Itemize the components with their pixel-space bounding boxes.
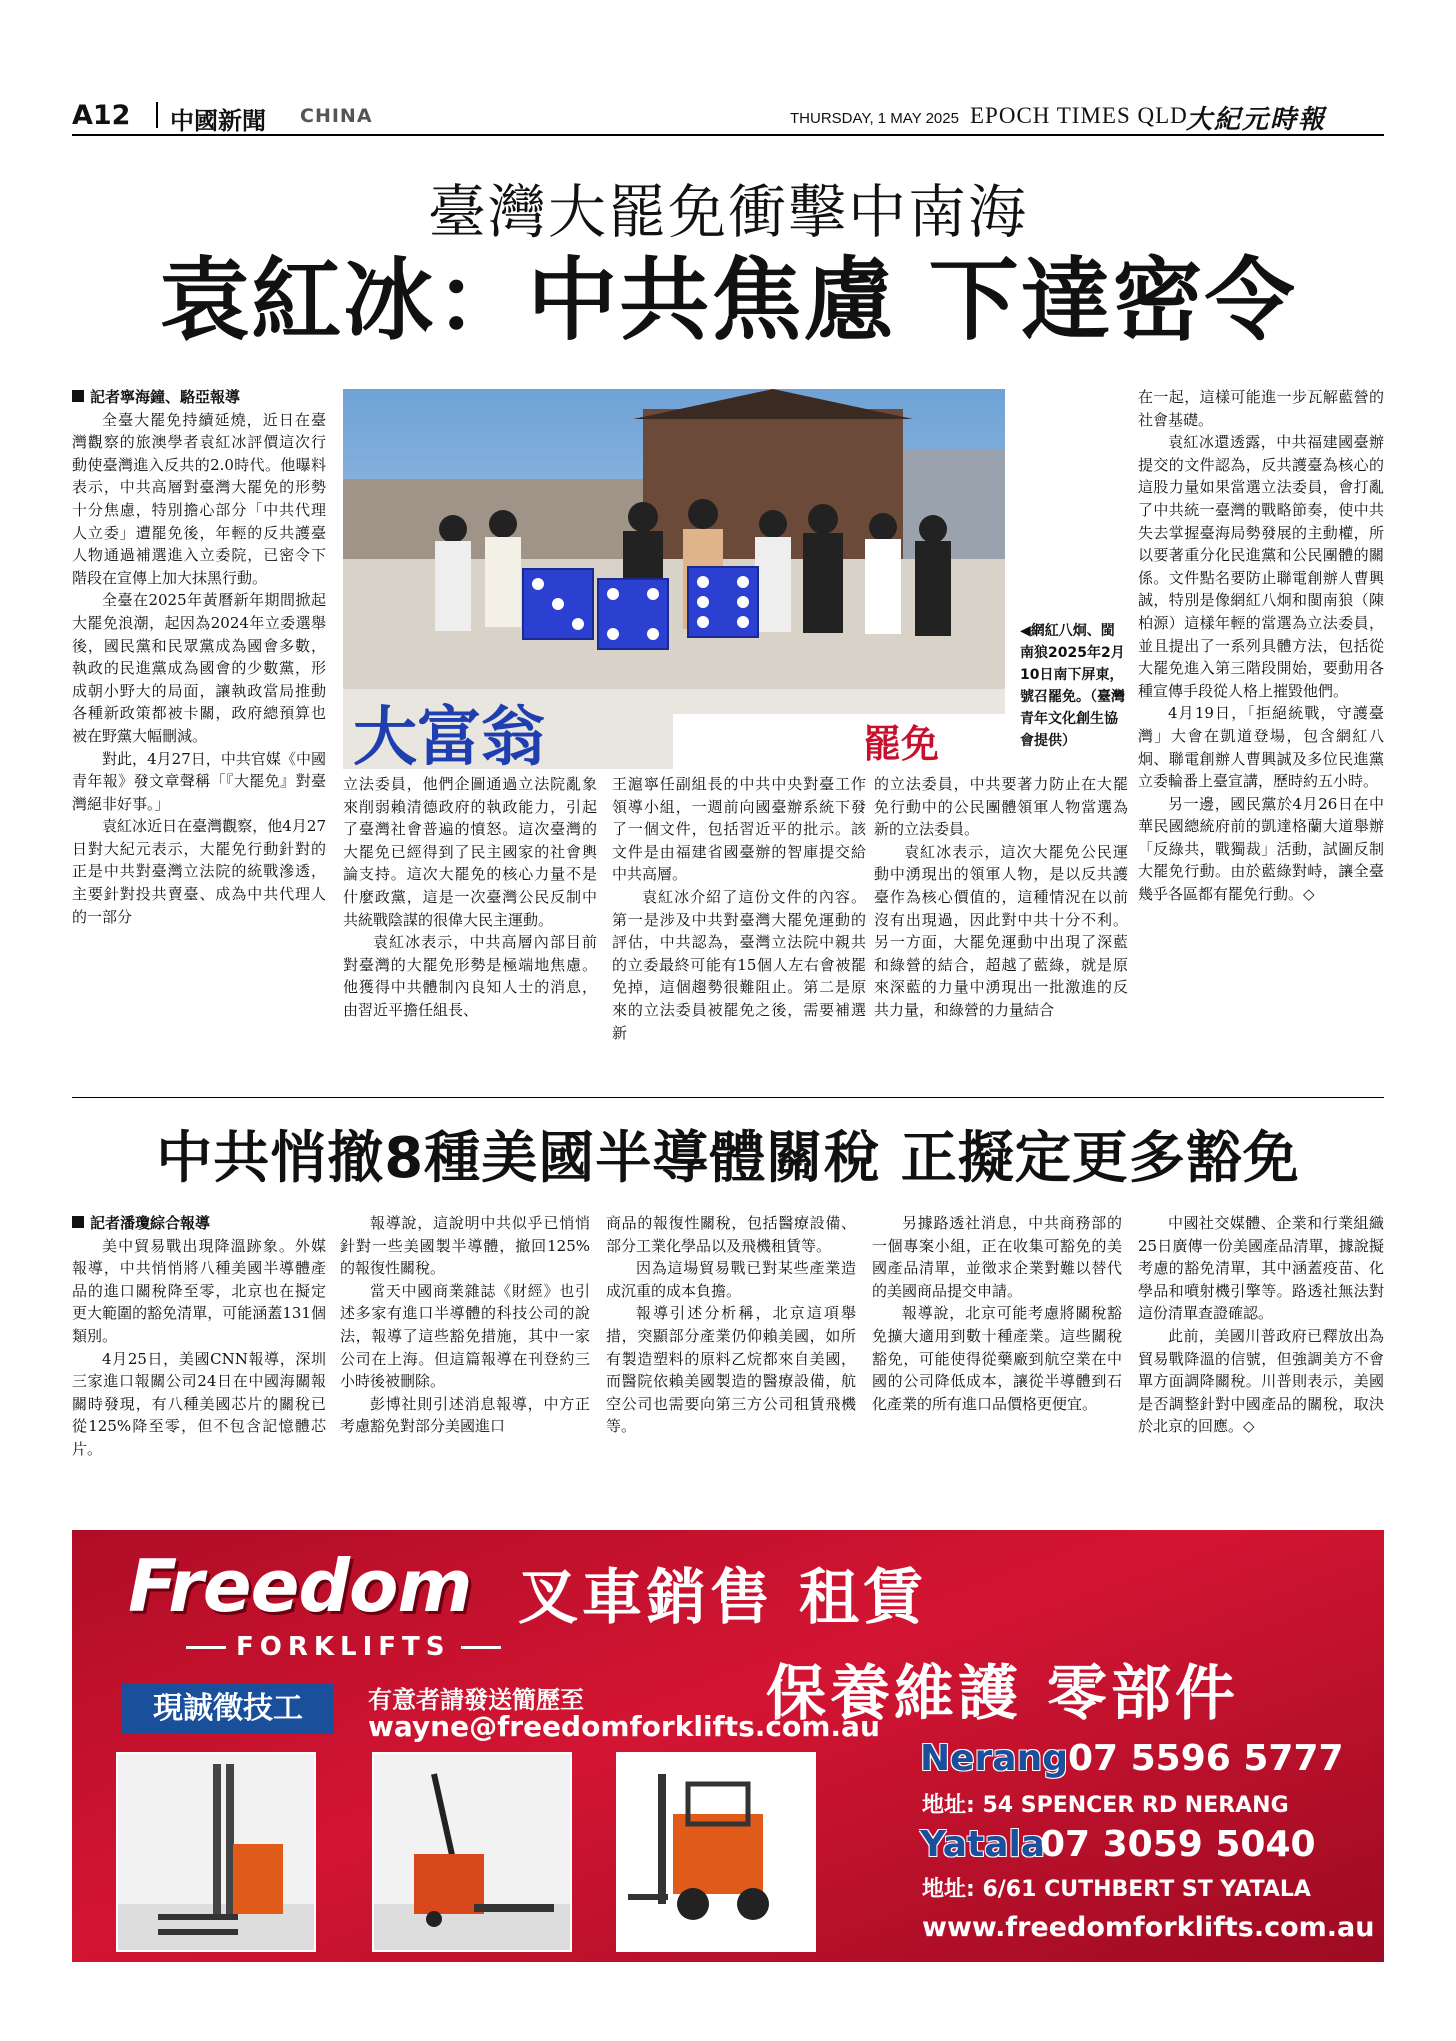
paragraph: 另一邊，國民黨於4月26日在中華民國總統府前的凱達格蘭大道舉辦「反綠共，戰獨裁」活動，試圖反制大罷免行動。由於藍綠對峙，讓全臺幾乎各區都有罷免行動。◇ [1138, 794, 1384, 904]
ad-phone-yatala[interactable]: 07 3059 5040 [1040, 1824, 1316, 1865]
ad-phone-nerang[interactable]: 07 5596 5777 [1068, 1738, 1344, 1779]
paragraph: 4月25日，美國CNN報導，深圳三家進口報關公司24日在中國海關報關時發現，有八種美國芯片的關稅已從125%降至零，但不包含記憶體芯片。 [72, 1349, 326, 1458]
byline-marker [72, 390, 84, 402]
paragraph: 王滬寧任副組長的中共中央對臺工作領導小組，一週前向國臺辦系統下發了一個文件，包括習近平的批示。該文件是由福建省國臺辦的智庫提交給中共高層。 [612, 775, 866, 884]
publication-name: EPOCH TIMES QLD [970, 103, 1188, 128]
paragraph: 袁紅冰近日在臺灣觀察，他4月27日對大紀元表示，大罷免行動針對的正是中共對臺灣立法院的統戰滲透，主要針對投共賣臺、成為中共代理人的一部分 [72, 817, 326, 926]
article2-column-2 [340, 1212, 590, 1438]
photo-banner-text-2: 罷免 [863, 722, 940, 766]
ad-hiring-badge: 現誠徵技工 [122, 1684, 334, 1734]
ad-product-image-stacker [116, 1752, 316, 1952]
section-title: 中國新聞 [170, 107, 266, 135]
paragraph: 因為這場貿易戰已對某些產業造成沉重的成本負擔。 [606, 1259, 856, 1300]
paragraph: 報導引述分析稱，北京這項舉措，突顯部分產業仍仰賴美國，如所有製造塑料的原料乙烷都來自美國，而醫院依賴美國製造的醫療設備，航空公司也需要向第三方公司租賃飛機等。 [606, 1304, 856, 1436]
article1-kicker: 臺灣大罷免衝擊中南海 [427, 178, 1028, 246]
page-header [72, 100, 1384, 136]
ad-website-link[interactable]: www.freedomforklifts.com.au [922, 1912, 1375, 1943]
paragraph: 袁紅冰表示，中共高層內部目前對臺灣的大罷免形勢是極端地焦慮。他獲得中共體制內良知人士的消息，由習近平擔任組長、 [343, 933, 597, 1019]
article2-column-5 [1138, 1212, 1384, 1438]
paragraph: 報導說，北京可能考慮將關稅豁免擴大適用到數十種產業。這些關稅豁免，可能使得從藥廠到航空業在中國的公司降低成本，讓從半導體到石化產業的所有進口品價格更便宜。 [872, 1304, 1122, 1413]
paragraph: 當天中國商業雜誌《財經》也引述多家有進口半導體的科技公司的說法，報導了這些豁免措施，其中一家公司在上海。但這篇報導在刊登約三小時後被刪除。 [340, 1281, 590, 1391]
forklift-advertisement[interactable] [72, 1530, 1384, 1962]
paragraph: 彭博社則引述消息報導，中方正考慮豁免對部分美國進口 [340, 1394, 590, 1436]
ad-address-nerang: 地址: 54 SPENCER RD NERANG [922, 1793, 1289, 1818]
ad-send-resume: 有意者請發送簡歷至 [368, 1686, 584, 1714]
paragraph: 全臺大罷免持續延燒，近日在臺灣觀察的旅澳學者袁紅冰評價這次行動使臺灣進入反共的2.0時代。他曝料表示，中共高層對臺灣大罷免的形勢十分焦慮，特別擔心部分「中共代理人立委」遭罷免後，年輕的反共護臺人物通過補選進入立委院，已密令下階段在宣傳上加大抹黑行動。 [72, 410, 326, 587]
section-title-english: CHINA [300, 105, 373, 127]
article2-column-1 [72, 1212, 326, 1461]
ad-product-image-pallet-jack [372, 1752, 572, 1952]
article1-headline: 袁紅冰：中共焦慮 下達密令 [159, 247, 1297, 353]
article1-column-4 [874, 773, 1128, 1022]
ad-address-yatala: 地址: 6/61 CUTHBERT ST YATALA [922, 1877, 1311, 1902]
article1-photo [343, 389, 1005, 769]
ad-brand-subtitle: FORKLIFTS [176, 1632, 511, 1662]
article1-column-5 [1138, 386, 1384, 906]
paragraph: 另據路透社消息，中共商務部的一個專案小組，正在收集可豁免的美國產品清單，並徵求企業對難以替代的美國商品提交申請。 [872, 1214, 1122, 1300]
paragraph: 報導說，這說明中共似乎已悄悄針對一些美國製半導體，撤回125%的報復性關稅。 [340, 1214, 590, 1278]
article1-byline-text: 記者寧海鐘、駱亞報導 [90, 388, 241, 406]
stacker-forklift-icon [118, 1754, 314, 1950]
article2-column-4 [872, 1212, 1122, 1415]
photo-banner-text: 大富翁 [353, 701, 545, 769]
ad-email-link[interactable]: wayne@freedomforklifts.com.au [368, 1710, 880, 1743]
paragraph: 袁紅冰介紹了這份文件的內容。第一是涉及中共對臺灣大罷免運動的評估，中共認為，臺灣立法院中親共的立委最終可能有15個人左右會被罷免掉，這個趨勢很難阻止。第二是原來的立法委員被罷免之後，需要補選新 [612, 887, 866, 1042]
article2-byline-text: 記者潘瓊綜合報導 [90, 1214, 211, 1232]
paragraph: 商品的報復性關稅，包括醫療設備、部分工業化學品以及飛機租賃等。 [606, 1214, 856, 1255]
ad-product-image-counterbalance [616, 1752, 816, 1952]
article2-byline [72, 1212, 326, 1235]
paragraph: 4月19日，「拒絕統戰，守護臺灣」大會在凱道登場，包含網紅八炯、聯電創辦人曹興誠及多位民進黨立委輪番上臺宣講，歷時約五小時。 [1138, 704, 1384, 791]
photo-caption: ◀網紅八炯、閩南狼2025年2月10日南下屏東，號召罷免。（臺灣青年文化創生協會提供） [1020, 623, 1125, 749]
ad-location-nerang: Nerang [920, 1738, 1068, 1779]
article1-column-2 [343, 773, 597, 1022]
paragraph: 在一起，這樣可能進一步瓦解藍營的社會基礎。 [1138, 388, 1384, 429]
paragraph: 美中貿易戰出現降溫跡象。外媒報導，中共悄悄將八種美國半導體產品的進口關稅降至零，北京也在擬定更大範圍的豁免清單，可能涵蓋131個類別。 [72, 1236, 326, 1345]
header-divider [156, 102, 158, 128]
counterbalance-forklift-icon [618, 1754, 814, 1950]
paragraph: 袁紅冰還透露，中共福建國臺辦提交的文件認為，反共護臺為核心的這股力量如果當選立法委員，會打亂了中共統一臺灣的戰略節奏，使中共失去掌握臺海局勢發展的主動權，所以要著重分化民進黨和公民團體的關係。文件點名要防止聯電創辦人曹興誠，特別是像網紅八炯和閩南狼（陳柏源）這樣年輕的當選為立法委員，並且提出了一系列具體方法，包括從大罷免進入第三階段開始，要動用各種宣傳手段從人格上摧毀他們。 [1138, 433, 1384, 700]
article1-byline [72, 386, 326, 409]
ad-brand-logo: Freedom [128, 1544, 472, 1628]
article1-column-3 [612, 773, 866, 1044]
paragraph: 對此，4月27日，中共官媒《中國青年報》發文章聲稱「『大罷免』對臺灣絕非好事。」 [72, 749, 326, 813]
rally-photo-illustration [343, 389, 1005, 769]
ad-tagline-sales: 叉車銷售 租賃 [518, 1563, 927, 1633]
paragraph: 此前，美國川普政府已釋放出為貿易戰降溫的信號，但強調美方不會單方面調降關稅。川普則表示，美國是否調整針對中國產品的關稅，取決於北京的回應。◇ [1138, 1326, 1384, 1436]
byline-marker [72, 1216, 84, 1228]
page-number: A12 [72, 100, 131, 131]
issue-date: THURSDAY, 1 MAY 2025 [790, 110, 959, 127]
paragraph: 立法委員，他們企圖通過立法院亂象來削弱賴清德政府的執政能力，引起了臺灣社會普遍的憤怒。這次臺灣的大罷免已經得到了民主國家的社會輿論支持。這次大罷免的核心力量不是什麼政黨，這是一次臺灣公民反制中共統戰陰謀的很偉大民主運動。 [343, 775, 597, 929]
paragraph: 中國社交媒體、企業和行業組織25日廣傳一份美國產品清單，據說擬考慮的豁免清單，其中涵蓋疫苗、化學品和噴射機引擎等。路透社無法對這份清單查證確認。 [1138, 1214, 1384, 1323]
publication-logo: 大紀元時報 [1186, 105, 1327, 135]
paragraph: 的立法委員，中共要著力防止在大罷免行動中的公民團體領軍人物當選為新的立法委員。 [874, 775, 1128, 839]
article2-column-3 [606, 1212, 856, 1438]
paragraph: 全臺在2025年黃曆新年期間掀起大罷免浪潮，起因為2024年立委選舉後，國民黨和民眾黨成為國會多數，執政的民進黨成為國會的少數黨，形成朝小野大的局面，讓執政當局推動各種新政策都被卡關，政府總預算也被在野黨大幅刪減。 [72, 591, 326, 745]
ad-location-yatala: Yatala [920, 1824, 1046, 1865]
pallet-jack-icon [374, 1754, 570, 1950]
section-divider [72, 1097, 1384, 1098]
ad-tagline-service: 保養維護 零部件 [766, 1659, 1239, 1729]
article2-headline: 中共悄撤8種美國半導體關稅 正擬定更多豁免 [156, 1126, 1300, 1191]
article1-column-1 [72, 386, 326, 928]
paragraph: 袁紅冰表示，這次大罷免公民運動中湧現出的領軍人物，是以反共護臺作為核心價值的，這種情況在以前沒有出現過，因此對中共十分不利。另一方面，大罷免運動中出現了深藍和綠營的結合，超越了藍綠，就是原來深藍的力量中湧現出一批激進的反共力量，和綠營的力量結合 [874, 842, 1128, 1019]
